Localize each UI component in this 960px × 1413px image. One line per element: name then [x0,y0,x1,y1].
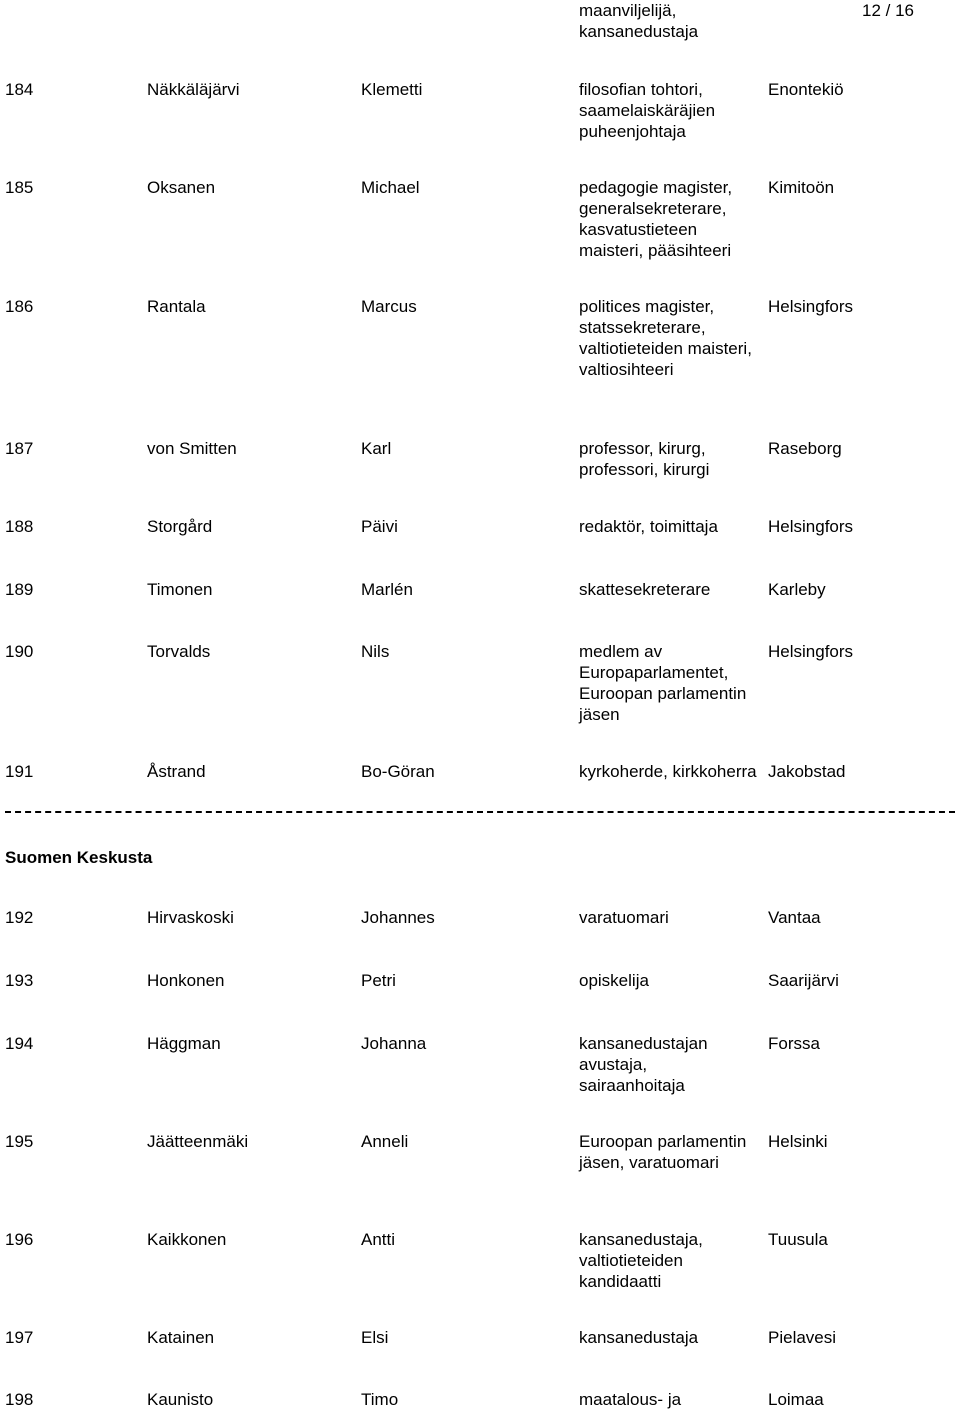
candidate-last-name: Katainen [147,1328,215,1347]
candidate-city: Jakobstad [768,762,846,781]
candidate-first-name: Klemetti [361,80,423,99]
candidate-city: Vantaa [768,908,821,927]
candidate-last-name: von Smitten [147,439,237,458]
candidate-first-name: Johannes [361,908,435,927]
candidate-last-name: Kaunisto [147,1390,214,1409]
occupation-line: generalsekreterare, [579,199,727,218]
candidate-city: Forssa [768,1034,820,1053]
candidate-occupation [579,1389,681,1410]
candidate-first-name: Elsi [361,1328,389,1347]
candidate-city: Kimitoön [768,178,835,197]
candidate-number: 198 [5,1390,34,1409]
candidate-first-name: Nils [361,642,390,661]
candidate-occupation [579,516,718,537]
candidate-number: 190 [5,642,34,661]
candidate-number: 184 [5,80,34,99]
occupation-line: valtiotieteiden maisteri, [579,339,752,358]
occupation-line: avustaja, [579,1055,648,1074]
candidate-number: 191 [5,762,34,781]
occupation-line: Euroopan parlamentin [579,684,747,703]
candidate-first-name: Michael [361,178,420,197]
occupation-line: kyrkoherde, kirkkoherra [579,762,757,781]
occupation-line: valtiotieteiden [579,1251,683,1270]
occupation-line: sairaanhoitaja [579,1076,685,1095]
occupation-line: statssekreterare, [579,318,706,337]
candidate-first-name: Marlén [361,580,413,599]
candidate-last-name: Kaikkonen [147,1230,227,1249]
candidate-occupation [579,1033,708,1096]
occupation-line: maisteri, pääsihteeri [579,241,732,260]
occupation-line: filosofian tohtori, [579,80,703,99]
candidate-last-name: Rantala [147,297,206,316]
occupation-line: kansanedustaja [579,1328,699,1347]
candidate-city: Saarijärvi [768,971,839,990]
occupation-line: redaktör, toimittaja [579,517,718,536]
candidate-number: 186 [5,297,34,316]
candidate-last-name: Honkonen [147,971,225,990]
candidate-number: 192 [5,908,34,927]
occupation-line: jäsen [579,705,620,724]
occupation-line: valtiosihteeri [579,360,674,379]
candidate-number: 185 [5,178,34,197]
candidate-occupation [579,79,715,142]
occupation-line: kasvatustieteen [579,220,698,239]
occupation-line: Europaparlamentet, [579,663,729,682]
candidate-number: 196 [5,1230,34,1249]
candidate-number: 195 [5,1132,34,1151]
occupation-line: maatalous- ja [579,1390,682,1409]
occupation-line: skattesekreterare [579,580,711,599]
candidate-city: Helsingfors [768,297,854,316]
occupation-line: maanviljelijä, [579,1,677,20]
candidate-number: 193 [5,971,34,990]
occupation-line: professori, kirurgi [579,460,710,479]
candidate-occupation [579,907,669,928]
party-heading: Suomen Keskusta [5,848,153,867]
candidate-occupation [579,1327,698,1348]
candidate-last-name: Häggman [147,1034,221,1053]
candidate-first-name: Marcus [361,297,417,316]
continued-occupation [579,0,698,42]
occupation-line: politices magister, [579,297,715,316]
candidate-occupation [579,177,732,261]
candidate-first-name: Timo [361,1390,399,1409]
occupation-line: jäsen, varatuomari [579,1153,719,1172]
candidate-last-name: Jäätteenmäki [147,1132,249,1151]
candidate-last-name: Timonen [147,580,213,599]
candidate-occupation [579,1131,746,1173]
candidate-occupation [579,970,649,991]
candidate-number: 194 [5,1034,34,1053]
candidate-occupation [579,1229,703,1292]
candidate-number: 189 [5,580,34,599]
candidate-first-name: Anneli [361,1132,409,1151]
candidate-number: 197 [5,1328,34,1347]
occupation-line: professor, kirurg, [579,439,706,458]
candidate-first-name: Karl [361,439,392,458]
occupation-line: varatuomari [579,908,669,927]
section-divider [5,811,955,813]
candidate-city: Tuusula [768,1230,828,1249]
occupation-line: kansanedustaja [579,22,699,41]
candidate-city: Helsingfors [768,517,854,536]
candidate-number: 187 [5,439,34,458]
candidate-city: Helsinki [768,1132,828,1151]
occupation-line: Euroopan parlamentin [579,1132,747,1151]
occupation-line: puheenjohtaja [579,122,686,141]
candidate-occupation [579,641,746,725]
page-number: 12 / 16 [862,1,914,20]
occupation-line: opiskelija [579,971,649,990]
candidate-last-name: Oksanen [147,178,216,197]
occupation-line: kandidaatti [579,1272,662,1291]
candidate-first-name: Petri [361,971,396,990]
candidate-number: 188 [5,517,34,536]
candidate-city: Pielavesi [768,1328,837,1347]
candidate-city: Loimaa [768,1390,824,1409]
candidate-city: Helsingfors [768,642,854,661]
candidate-first-name: Antti [361,1230,396,1249]
candidate-last-name: Hirvaskoski [147,908,234,927]
candidate-city: Enontekiö [768,80,844,99]
occupation-line: medlem av [579,642,663,661]
occupation-line: saamelaiskäräjien [579,101,716,120]
candidate-first-name: Bo-Göran [361,762,435,781]
candidate-last-name: Näkkäläjärvi [147,80,240,99]
candidate-last-name: Åstrand [147,762,206,781]
occupation-line: kansanedustaja, [579,1230,703,1249]
candidate-first-name: Päivi [361,517,398,536]
candidate-last-name: Storgård [147,517,213,536]
candidate-occupation [579,438,709,480]
candidate-city: Karleby [768,580,826,599]
candidate-occupation [579,761,757,782]
candidate-first-name: Johanna [361,1034,427,1053]
candidate-city: Raseborg [768,439,842,458]
candidate-last-name: Torvalds [147,642,211,661]
candidate-occupation [579,579,710,600]
candidate-occupation [579,296,752,380]
occupation-line: kansanedustajan [579,1034,708,1053]
occupation-line: pedagogie magister, [579,178,733,197]
